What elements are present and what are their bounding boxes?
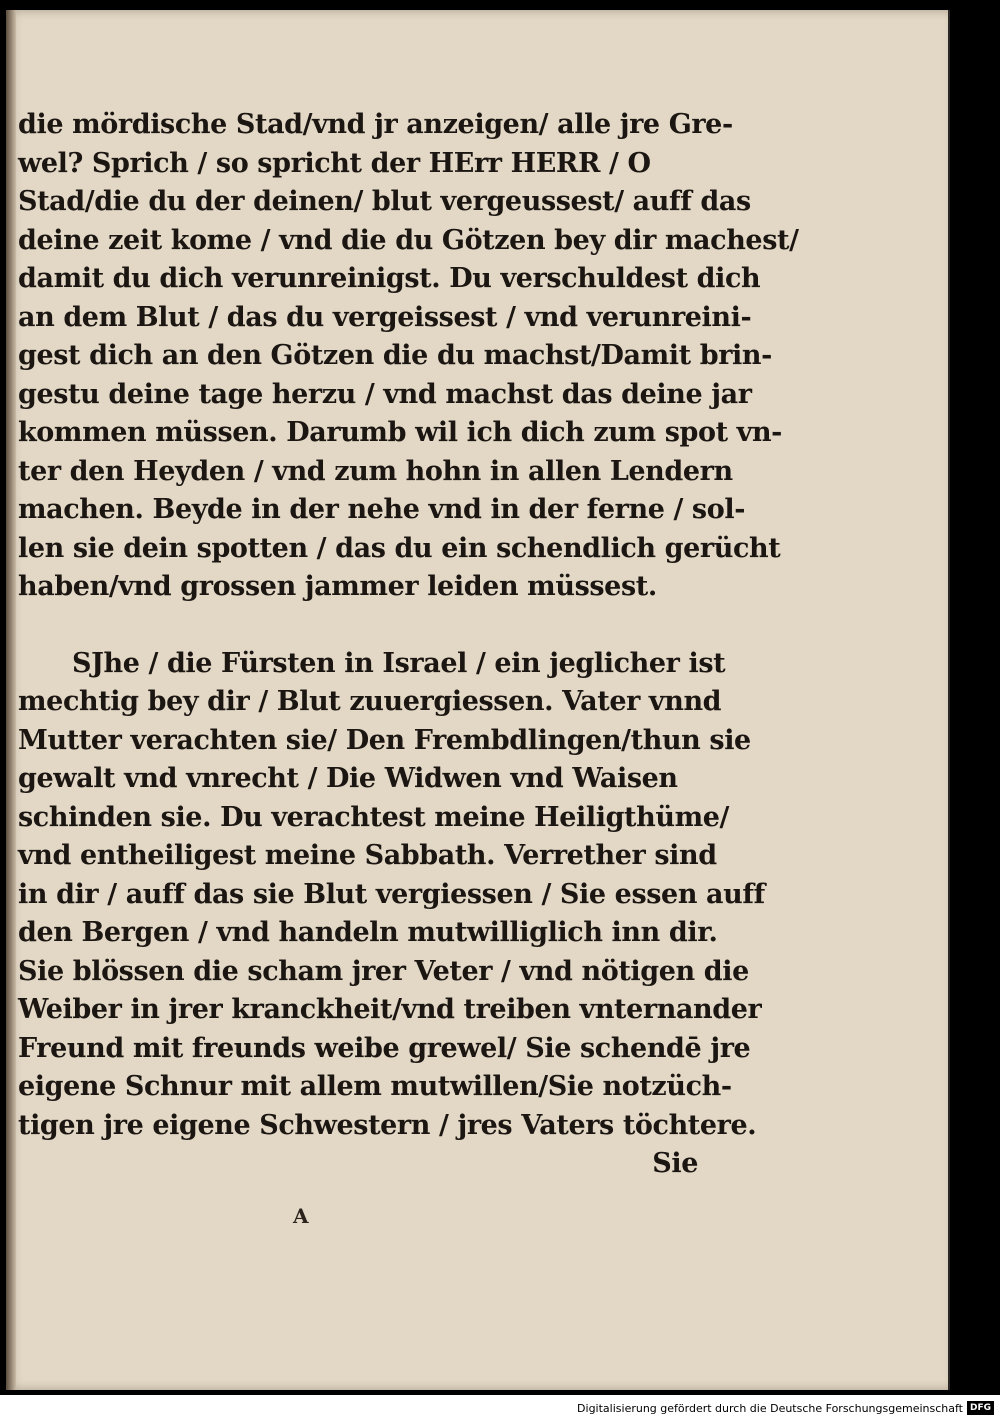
text-line: gest dich an den Götzen die du machst/Damit brin- [18,340,772,371]
text-line: ter den Heyden / vnd zum hohn in allen Lendern [18,455,733,487]
catchword: Sie [652,1148,698,1179]
digitization-footer [577,1401,994,1415]
text-line: deine zeit kome / vnd die du Götzen bey dir machest/ [18,224,799,256]
text-line: len sie dein spotten / das du ein schendlich gerücht [18,532,781,564]
text-line: an dem Blut / das du vergeissest / vnd verunreini- [18,301,752,333]
text-line: Sie blössen die scham jrer Veter / vnd nötigen die [18,955,749,987]
text-line: gestu deine tage herzu / vnd machst das deine jar [18,378,752,410]
text-line: damit du dich verunreinigst. Du verschuldest dich [18,263,761,294]
text-line: tigen jre eigene Schwestern / jres Vaters töchtere. [18,1109,757,1141]
text-line: Freund mit freunds weibe grewel/ Sie schendē jre [18,1032,751,1064]
page-text [18,106,799,1184]
dfg-logo-icon: DFG [967,1401,994,1415]
text-line: SJhe / die Fürsten in Israel / ein jeglicher ist [72,647,726,679]
book-page [6,10,950,1390]
text-line: mechtig bey dir / Blut zuuergiessen. Vater vnnd [18,686,722,717]
paragraph-gap [18,607,718,645]
text-line: wel? Sprich / so spricht der HErr HERR / O [18,147,651,179]
text-line: Stad/die du der deinen/ blut vergeussest/ auff das [18,186,751,217]
text-line: haben/vnd grossen jammer leiden müssest. [18,571,657,602]
text-line: in dir / auff das sie Blut vergiessen / Sie essen auff [18,878,765,910]
text-line: die mördische Stad/vnd jr anzeigen/ alle jre Gre- [18,109,733,140]
footer-text: Digitalisierung gefördert durch die Deutsche Forschungsgemeinschaft [577,1401,963,1415]
text-line: Weiber in jrer kranckheit/vnd treiben vnternander [18,994,762,1025]
text-line: vnd entheiligest meine Sabbath. Verrether sind [18,840,717,871]
text-line: schinden sie. Du verachtest meine Heiligthüme/ [18,801,729,833]
signature-mark: A [293,1204,309,1228]
page-binding-edge [6,10,16,1390]
text-line: machen. Beyde in der nehe vnd in der ferne / sol- [18,494,746,525]
text-line: den Bergen / vnd handeln mutwilliglich inn dir. [18,917,718,948]
text-line: eigene Schnur mit allem mutwillen/Sie notzüch- [18,1071,732,1102]
text-line: Mutter verachten sie/ Den Frembdlingen/thun sie [18,724,751,756]
text-line: kommen müssen. Darumb wil ich dich zum spot vn- [18,417,782,448]
text-line: gewalt vnd vnrecht / Die Widwen vnd Waisen [18,763,678,794]
